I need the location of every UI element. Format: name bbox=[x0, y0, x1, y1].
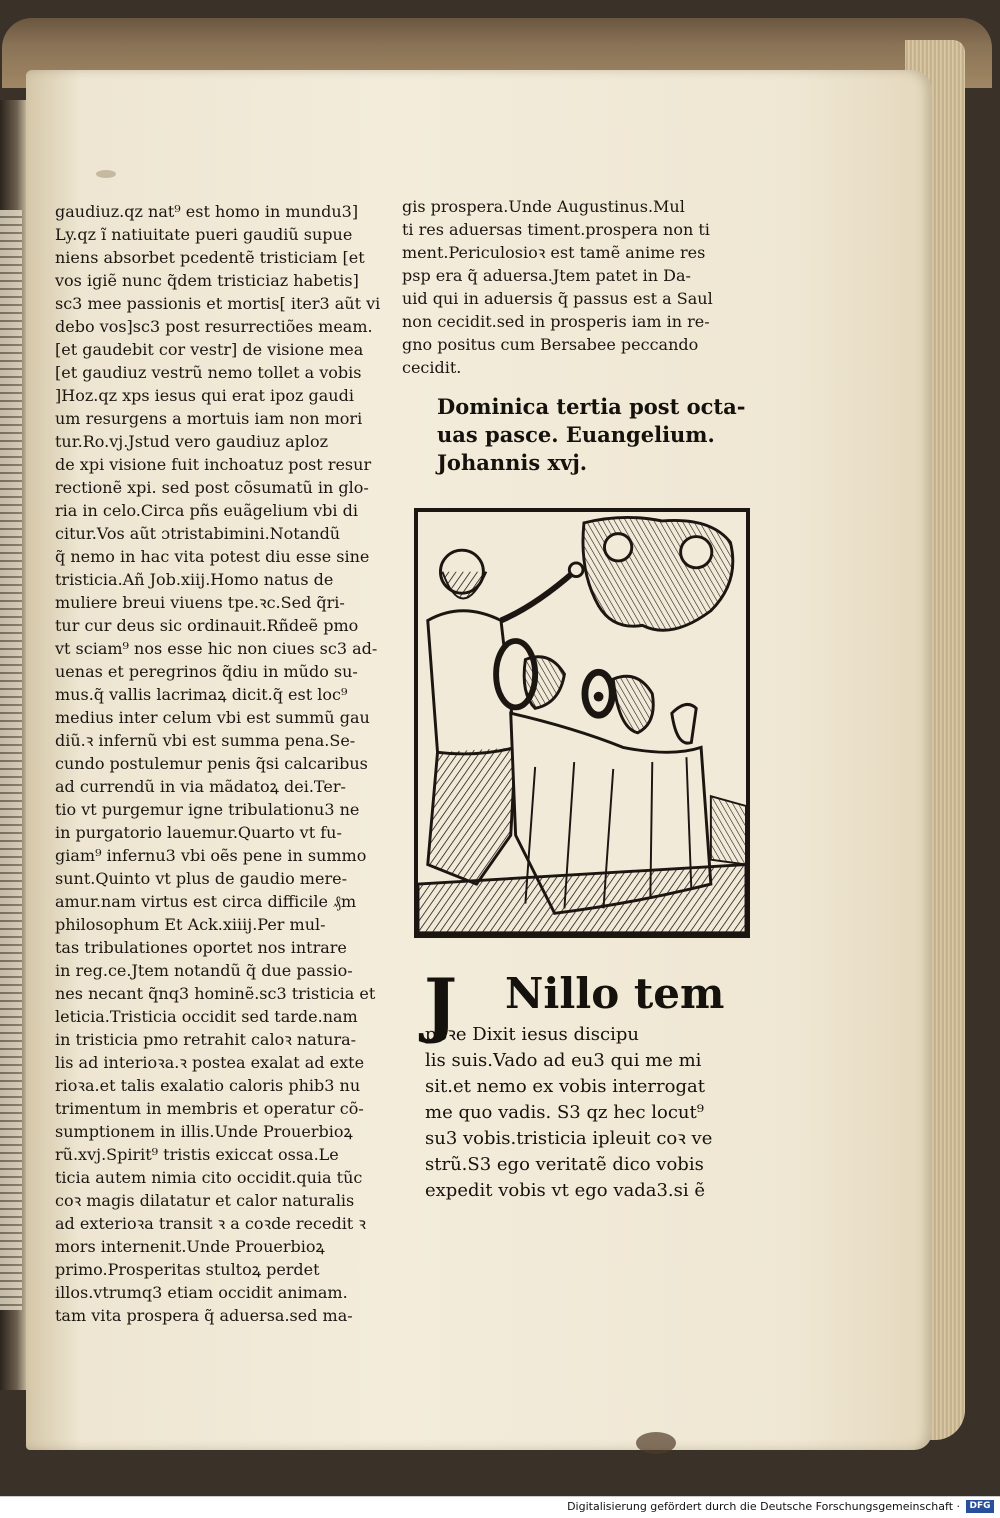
text-line: vt sciam⁹ nos esse hic non ciues sc3 ad- bbox=[55, 639, 378, 658]
text-line: ad exterioꝛa transit ꝛ a coꝛde recedit ꝛ bbox=[55, 1214, 366, 1233]
text-line: coꝛ magis dilatatur et calor naturalis bbox=[55, 1191, 355, 1210]
gospel-line: sit.et nemo ex vobis interrogat bbox=[425, 1076, 705, 1097]
text-line: ticia autem nimia cito occidit.quia tũc bbox=[55, 1168, 363, 1187]
gospel-text bbox=[425, 1022, 760, 1204]
text-line: de xpi visione fuit inchoatuz post resur bbox=[55, 455, 372, 474]
text-line: primo.Prosperitas stultoꝝ perdet bbox=[55, 1260, 320, 1279]
text-line: mors internenit.Unde Prouerbioꝝ bbox=[55, 1237, 325, 1256]
text-line: diũ.ꝛ infernũ vbi est summa pena.Se- bbox=[55, 731, 356, 750]
decorated-initial: J bbox=[424, 963, 458, 1046]
text-line: in purgatorio lauemur.Quarto vt fu- bbox=[55, 823, 342, 842]
text-line: medius inter celum vbi est summũ gau bbox=[55, 708, 370, 727]
heading-line: Dominica tertia post octa- bbox=[437, 394, 746, 419]
text-line: [et gaudebit cor vestr] de visione mea bbox=[55, 340, 364, 359]
text-line: tur cur deus sic ordinauit.Rñdeẽ pmo bbox=[55, 616, 359, 635]
text-line: q̃ nemo in hac vita potest diu esse sine bbox=[55, 547, 370, 566]
gospel-line: me quo vadis. S3 qz hec locut⁹ bbox=[425, 1102, 704, 1123]
gospel-line: lis suis.Vado ad eu3 qui me mi bbox=[425, 1050, 702, 1071]
text-line: tam vita prospera q̃ aduersa.sed ma- bbox=[55, 1306, 353, 1325]
text-line: muliere breui viuens tpe.ꝛc.Sed q̃ri- bbox=[55, 593, 345, 612]
text-line: ria in celo.Circa pñs euãgelium vbi di bbox=[55, 501, 358, 520]
heading-line: uas pasce. Euangelium. bbox=[437, 422, 715, 447]
text-line: rioꝛa.et talis exalatio caloris phib3 nu bbox=[55, 1076, 361, 1095]
heading-line: Johannis xvj. bbox=[437, 450, 588, 475]
text-line: in reg.ce.Jtem notandũ q̃ due passio- bbox=[55, 961, 353, 980]
text-line: ti res aduersas timent.prospera non ti bbox=[402, 220, 710, 239]
text-line: tas tribulationes oportet nos intrare bbox=[55, 938, 347, 957]
text-line: sumptionem in illis.Unde Prouerbioꝝ bbox=[55, 1122, 353, 1141]
text-line: philosophum Et Ack.xiiij.Per mul- bbox=[55, 915, 326, 934]
text-line: uid qui in aduersis q̃ passus est a Saul bbox=[402, 289, 713, 308]
text-line: mus.q̃ vallis lacrimaꝝ dicit.q̃ est loc⁹ bbox=[55, 685, 348, 704]
text-line: ad currendũ in via mãdatoꝝ dei.Ter- bbox=[55, 777, 346, 796]
text-line: cundo postulemur penis q̃si calcaribus bbox=[55, 754, 368, 773]
text-line: sunt.Quinto vt plus de gaudio mere- bbox=[55, 869, 347, 888]
footer-bar bbox=[0, 1496, 1000, 1518]
text-line: [et gaudiuz vestrũ nemo tollet a vobis bbox=[55, 363, 362, 382]
gospel-line: strũ.S3 ego veritatẽ dico vobis bbox=[425, 1154, 704, 1175]
facing-page-strip bbox=[0, 210, 22, 1310]
text-line: lis ad interioꝛa.ꝛ postea exalat ad exte bbox=[55, 1053, 365, 1072]
text-line: gis prospera.Unde Augustinus.Mul bbox=[402, 197, 685, 216]
text-line: in tristicia pmo retrahit caloꝛ natura- bbox=[55, 1030, 357, 1049]
text-line: trimentum in membris et operatur cõ- bbox=[55, 1099, 364, 1118]
text-line: giam⁹ infernu3 vbi oẽs pene in summo bbox=[55, 846, 367, 865]
text-line: uenas et peregrinos q̃diu in mũdo su- bbox=[55, 662, 358, 681]
text-line: cecidit. bbox=[402, 358, 462, 377]
text-line: sc3 mee passionis et mortis[ iter3 aũt vi bbox=[55, 294, 381, 313]
paper-mark bbox=[96, 170, 116, 178]
text-line: non cecidit.sed in prosperis iam in re- bbox=[402, 312, 710, 331]
funding-notice: Digitalisierung gefördert durch die Deutsche Forschungsgemeinschaft · bbox=[567, 1500, 960, 1513]
text-line: ]Hoz.qz xps iesus qui erat ipoz gaudi bbox=[55, 386, 354, 405]
text-line: nes necant q̃nq3 hominẽ.sc3 tristicia et bbox=[55, 984, 376, 1003]
text-line: psp era q̃ aduersa.Jtem patet in Da- bbox=[402, 266, 691, 285]
ink-stain bbox=[636, 1432, 676, 1454]
text-line: gno positus cum Bersabee peccando bbox=[402, 335, 699, 354]
woodcut-illustration-icon bbox=[414, 508, 750, 938]
gospel-line: su3 vobis.tristicia ipleuit coꝛ ve bbox=[425, 1128, 713, 1149]
text-line: amur.nam virtus est circa difficile ₰m bbox=[55, 892, 357, 911]
text-line: gaudiuz.qz nat⁹ est homo in mundu3] bbox=[55, 202, 359, 221]
text-line: citur.Vos aũt ɔtristabimini.Notandũ bbox=[55, 524, 341, 543]
text-line: niens absorbet pcedentẽ tristiciam [et bbox=[55, 248, 365, 267]
text-line: vos igiẽ nunc q̃dem tristiciaz habetis] bbox=[55, 271, 359, 290]
left-text-column bbox=[55, 200, 407, 1327]
text-line: rectionẽ xpi. sed post cõsumatũ in glo- bbox=[55, 478, 369, 497]
text-line: illos.vtrumq3 etiam occidit animam. bbox=[55, 1283, 348, 1302]
dfg-logo: DFG bbox=[966, 1500, 994, 1513]
text-line: tristicia.Añ Job.xiij.Homo natus de bbox=[55, 570, 334, 589]
text-line: tio vt purgemur igne tribulationu3 ne bbox=[55, 800, 360, 819]
text-line: um resurgens a mortuis iam non mori bbox=[55, 409, 363, 428]
text-line: leticia.Tristicia occidit sed tarde.nam bbox=[55, 1007, 358, 1026]
text-line: rũ.xvj.Spirit⁹ tristis exiccat ossa.Le bbox=[55, 1145, 339, 1164]
text-line: debo vos]sc3 post resurrectiões meam. bbox=[55, 317, 373, 336]
section-heading bbox=[437, 393, 757, 477]
gospel-line: poꝛe Dixit iesus discipu bbox=[425, 1024, 639, 1045]
text-line: tur.Ro.vj.Jstud vero gaudiuz aploz bbox=[55, 432, 329, 451]
text-line: Ly.qz ĩ natiuitate pueri gaudiũ supue bbox=[55, 225, 353, 244]
gospel-opening-words: Nillo tem bbox=[505, 969, 725, 1018]
text-line: ment.Periculosioꝛ est tamẽ anime res bbox=[402, 243, 706, 262]
gospel-line: expedit vobis vt ego vada3.si ẽ bbox=[425, 1180, 706, 1201]
right-text-column-top bbox=[402, 195, 747, 379]
